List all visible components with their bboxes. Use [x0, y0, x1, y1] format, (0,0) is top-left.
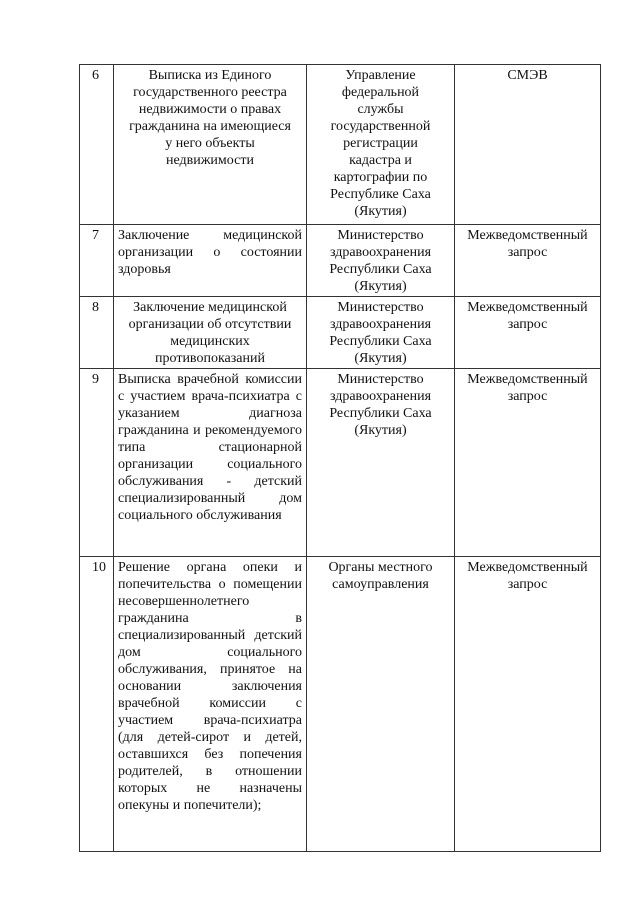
- table-row: [80, 225, 601, 297]
- table-row: [80, 65, 601, 225]
- row-number: 6: [80, 65, 114, 225]
- table-row: [80, 557, 601, 852]
- document-name: Заключение медицинской организации об отсутствии медицинских противопоказаний: [114, 297, 307, 369]
- issuing-organization: Министерство здравоохранения Республики Саха (Якутия): [307, 369, 455, 557]
- request-method: СМЭВ: [455, 65, 601, 225]
- table-row: [80, 297, 601, 369]
- documents-table: [79, 64, 601, 852]
- row-number: 9: [80, 369, 114, 557]
- issuing-organization: Министерство здравоохранения Республики Саха (Якутия): [307, 297, 455, 369]
- row-number: 7: [80, 225, 114, 297]
- document-name: Заключение медицинской организации о состоянии здоровья: [114, 225, 307, 297]
- document-name: Выписка врачебной комиссии с участием врача-психиатра с указанием диагноза гражданина и рекомендуемого типа стационарной организации социального обслуживания - детский специализированный дом социального обслуживания: [114, 369, 307, 557]
- row-number: 10: [80, 557, 114, 852]
- request-method: Межведомственный запрос: [455, 225, 601, 297]
- issuing-organization: Органы местного самоуправления: [307, 557, 455, 852]
- request-method: Межведомственный запрос: [455, 557, 601, 852]
- issuing-organization: Управление федеральной службы государственной регистрации кадастра и картографии по Республике Саха (Якутия): [307, 65, 455, 225]
- document-name: Выписка из Единого государственного реестра недвижимости о правах гражданина на имеющиеся у него объекты недвижимости: [114, 65, 307, 225]
- row-number: 8: [80, 297, 114, 369]
- document-name: Решение органа опеки и попечительства о помещении несовершеннолетнего гражданина в специализированный детский дом социального обслуживания, принятое на основании заключения врачебной комиссии с участием врача-психиатра (для детей-сирот и детей, оставшихся без попечения родителей, в отношении которых не назначены опекуны и попечители);: [114, 557, 307, 852]
- issuing-organization: Министерство здравоохранения Республики Саха (Якутия): [307, 225, 455, 297]
- request-method: Межведомственный запрос: [455, 297, 601, 369]
- table-row: [80, 369, 601, 557]
- request-method: Межведомственный запрос: [455, 369, 601, 557]
